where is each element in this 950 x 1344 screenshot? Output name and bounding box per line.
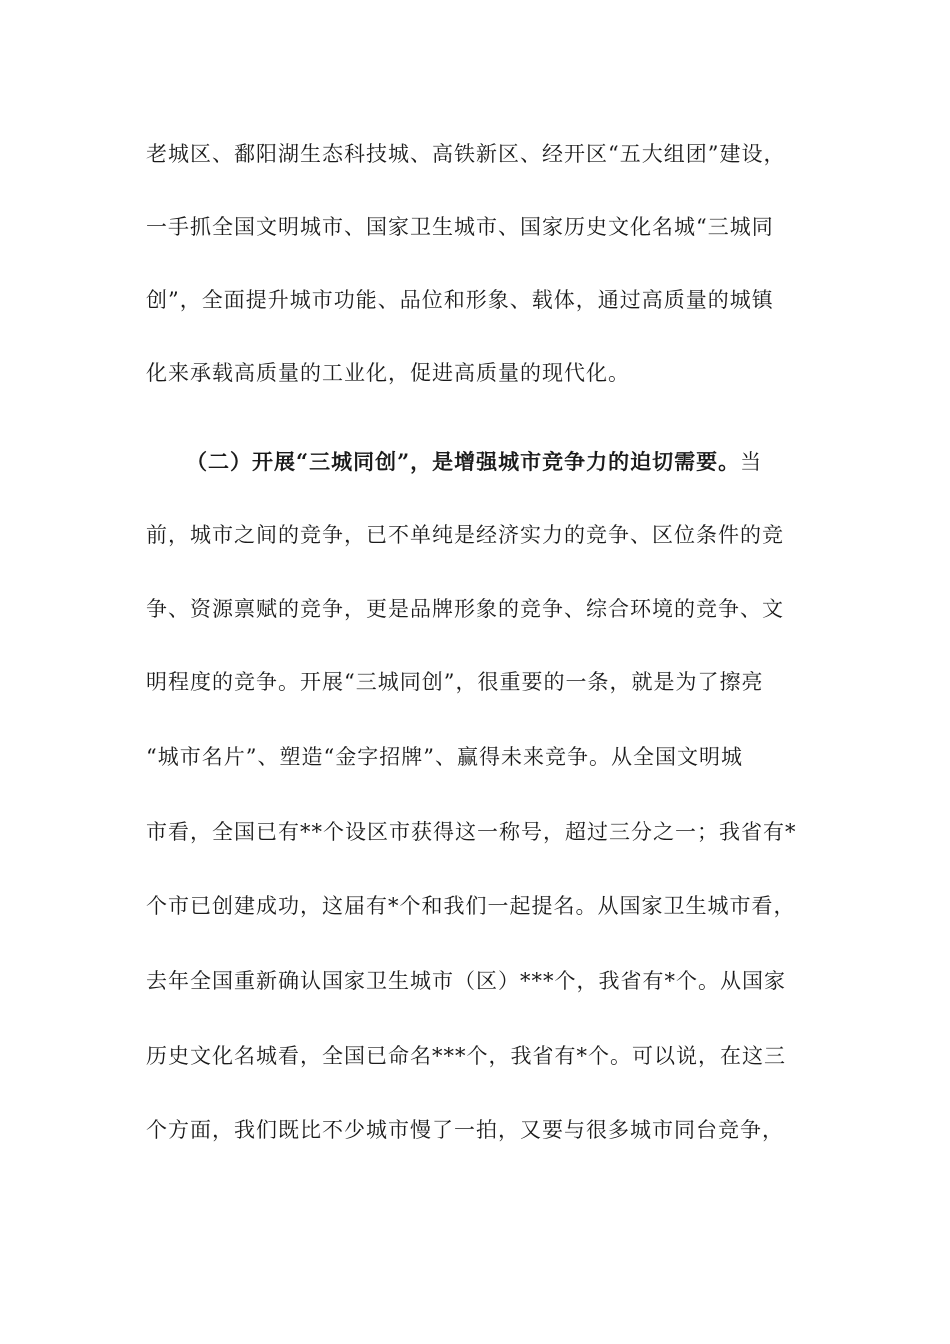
paragraph-2-line-10: 个方面，我们既比不少城市慢了一拍，又要与很多城市同台竞争，	[146, 1118, 784, 1142]
paragraph-2-line-8: 去年全国重新确认国家卫生城市（区）***个，我省有*个。从国家	[146, 969, 786, 993]
paragraph-1-line-1: 老城区、鄱阳湖生态科技城、高铁新区、经开区“五大组团”建设，	[146, 142, 786, 166]
paragraph-2-line-2: 前，城市之间的竞争，已不单纯是经济实力的竞争、区位条件的竞	[146, 523, 784, 547]
paragraph-2-first-line-rest: 当	[740, 450, 763, 474]
section-heading: （二）开展“三城同创”，是增强城市竞争力的迫切需要。	[186, 449, 741, 474]
paragraph-2-line-3: 争、资源禀赋的竞争，更是品牌形象的竞争、综合环境的竞争、文	[146, 597, 784, 621]
paragraph-2-line-7: 个市已创建成功，这届有*个和我们一起提名。从国家卫生城市看，	[146, 894, 796, 918]
paragraph-1-line-3: 创”，全面提升城市功能、品位和形象、载体，通过高质量的城镇	[146, 288, 774, 312]
paragraph-2-first-line	[186, 447, 866, 477]
paragraph-2-line-6: 市看，全国已有**个设区市获得这一称号，超过三分之一；我省有*	[146, 820, 797, 844]
paragraph-2-line-9: 历史文化名城看，全国已命名***个，我省有*个。可以说，在这三	[146, 1044, 786, 1068]
paragraph-1-line-4: 化来承载高质量的工业化，促进高质量的现代化。	[146, 361, 630, 385]
paragraph-1-line-2: 一手抓全国文明城市、国家卫生城市、国家历史文化名城“三城同	[146, 215, 774, 239]
paragraph-2-line-4: 明程度的竞争。开展“三城同创”，很重要的一条，就是为了擦亮	[146, 670, 764, 694]
paragraph-2-line-5: “城市名片”、塑造“金字招牌”、赢得未来竞争。从全国文明城	[146, 745, 743, 769]
